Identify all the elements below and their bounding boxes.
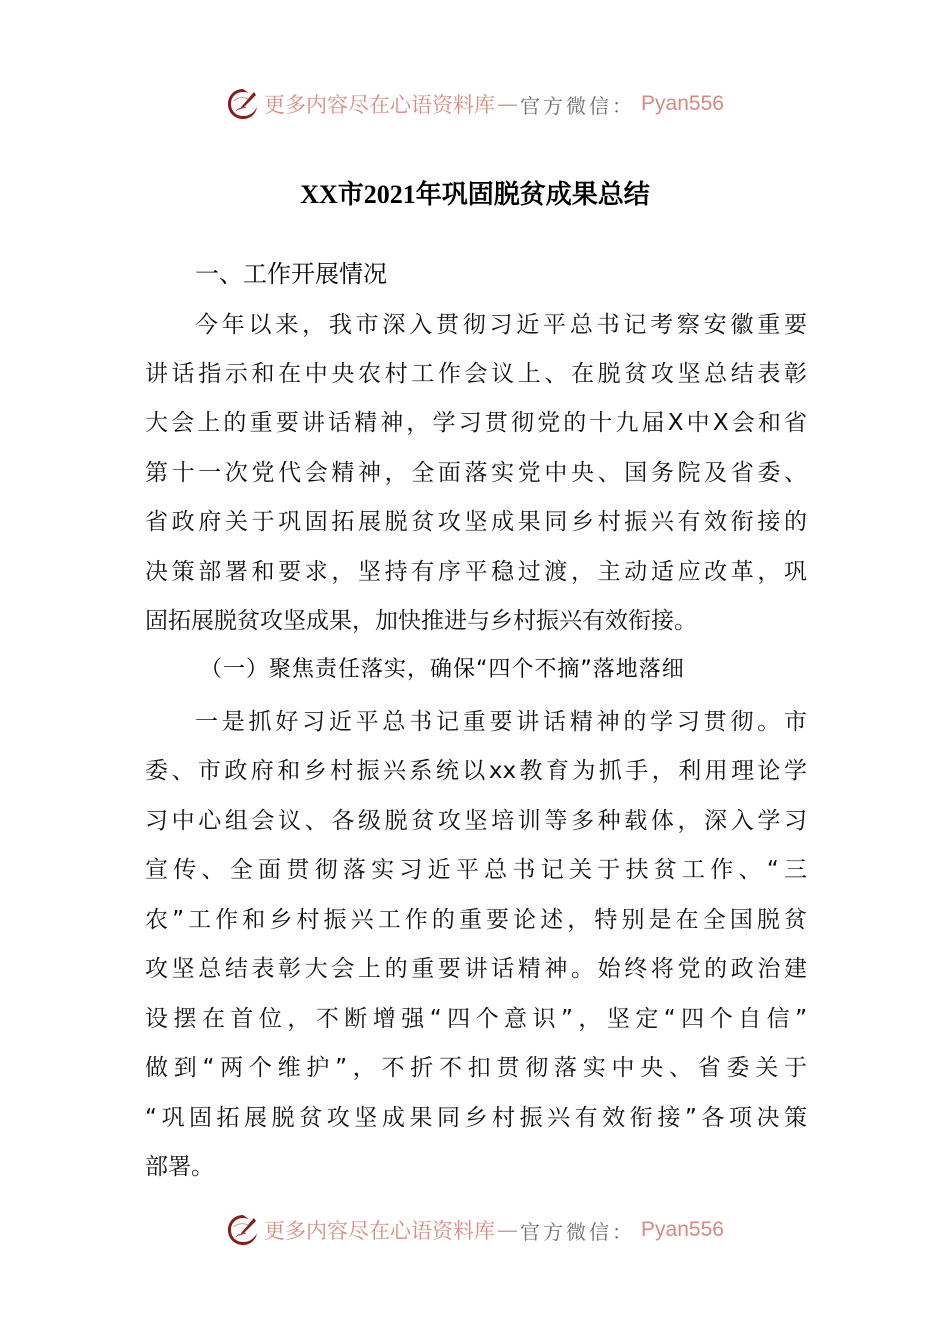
paragraph-line: 第十一次党代会精神，全面落实党中央、国务院及省委、: [145, 460, 807, 486]
watermark-library-text: 更多内容尽在心语资料库: [264, 93, 496, 117]
quill-pen-logo-icon: [226, 1213, 260, 1247]
watermark-wechat-id: Pyan556: [641, 1218, 724, 1241]
document-title: XX市2021年巩固脱贫成果总结: [300, 180, 650, 209]
paragraph-line: 一是抓好习近平总书记重要讲话精神的学习贯彻。市: [195, 709, 807, 735]
watermark-dash: —: [497, 1218, 519, 1242]
quill-pen-logo-icon: [226, 87, 260, 121]
paragraph-line: 决策部署和要求，坚持有序平稳过渡，主动适应改革，巩: [145, 559, 807, 585]
paragraph-line: 大会上的重要讲话精神，学习贯彻党的十九届X中X会和省: [145, 410, 807, 436]
section-heading: 一、工作开展情况: [195, 260, 387, 288]
paragraph-line: 固拓展脱贫攻坚成果，加快推进与乡村振兴有效衔接。: [145, 608, 697, 634]
paragraph-line: 部署。: [145, 1154, 214, 1180]
paragraph-line: 习中心组会议、各级脱贫攻坚培训等多种载体，深入学习: [145, 808, 807, 834]
paragraph-line: 做到“两个维护”，不折不扣贯彻落实中央、省委关于: [145, 1055, 807, 1081]
footer-watermark: [0, 1210, 950, 1250]
watermark-wechat-id: Pyan556: [641, 92, 724, 115]
paragraph-line: 宣传、全面贯彻落实习近平总书记关于扶贫工作、“三: [145, 857, 807, 883]
paragraph-line: 委、市政府和乡村振兴系统以xx教育为抓手，利用理论学: [145, 758, 807, 784]
watermark-library-text: 更多内容尽在心语资料库: [264, 1219, 496, 1243]
paragraph-line: 农”工作和乡村振兴工作的重要论述，特别是在全国脱贫: [145, 907, 807, 933]
paragraph-line: 今年以来，我市深入贯彻习近平总书记考察安徽重要: [195, 312, 807, 338]
header-watermark: [0, 84, 950, 124]
paragraph-line: 设摆在首位，不断增强“四个意识”，坚定“四个自信”: [145, 1006, 807, 1032]
paragraph-line: 攻坚总结表彰大会上的重要讲话精神。始终将党的政治建: [145, 956, 807, 982]
watermark-wechat-label: 官方微信：: [520, 93, 636, 118]
paragraph-line: “巩固拓展脱贫攻坚成果同乡村振兴有效衔接”各项决策: [145, 1105, 807, 1131]
paragraph-line: 省政府关于巩固拓展脱贫攻坚成果同乡村振兴有效衔接的: [145, 509, 807, 535]
watermark-wechat-label: 官方微信：: [520, 1219, 636, 1244]
subsection-heading: （一）聚焦责任落实，确保“四个不摘”落地落细: [200, 657, 685, 682]
watermark-dash: —: [497, 92, 519, 116]
paragraph-line: 讲话指示和在中央农村工作会议上、在脱贫攻坚总结表彰: [145, 361, 807, 387]
